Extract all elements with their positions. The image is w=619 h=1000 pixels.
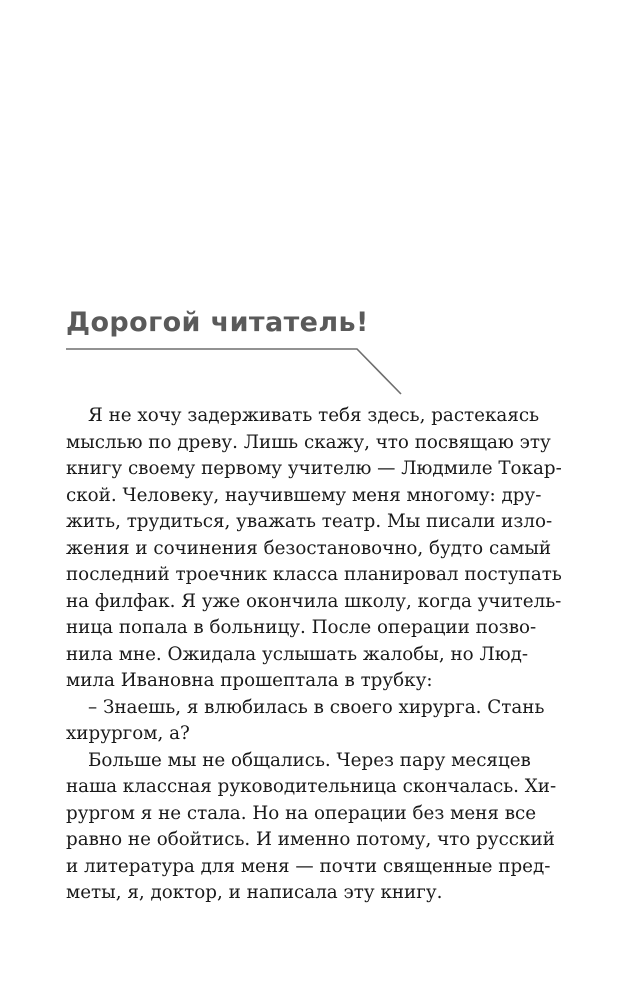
text-line: Я не хочу задерживать тебя здесь, растекаясь [88,405,540,426]
body-text [66,403,562,907]
text-line: жить, трудиться, уважать театр. Мы писали изло- [66,511,553,532]
text-line: наша классная руководительница скончалась. Хи- [66,776,557,797]
text-line: жения и сочинения безостановочно, будто самый [66,537,552,559]
text-line: ница попала в больницу. После операции позво- [66,617,537,638]
text-line: нила мне. Ожидала услышать жалобы, но Люд- [66,643,529,665]
text-line: – Знаешь, я влюбилась в своего хирурга. Стань [88,696,545,718]
text-line: ской. Человеку, научившему меня многому: дру- [66,484,542,506]
text-line: мила Ивановна прошептала в трубку: [66,670,433,691]
paragraph-1 [66,403,562,695]
text-line: Больше мы не общались. Через пару месяцев [88,749,531,771]
paragraph-3 [66,748,557,907]
text-line: и литература для меня — почти священные пред- [66,855,551,877]
text-line: книгу своему первому учителю — Людмиле Токар- [66,458,562,479]
paragraph-2 [66,695,545,748]
text-line: рургом я не стала. Но на операции без меня все [66,802,537,824]
text-line: мыслью по древу. Лишь скажу, что посвящаю эту [66,431,551,453]
text-line: хирургом, а? [66,723,190,744]
page-heading: Дорогой читатель! [66,307,369,338]
text-line: последний троечник класса планировал поступать [66,564,562,585]
text-line: равно не обойтись. И именно потому, что русский [66,829,555,850]
text-line: на филфак. Я уже окончила школу, когда учитель- [66,590,562,612]
text-line: меты, я, доктор, и написала эту книгу. [66,882,443,903]
heading-underline-line [66,349,401,394]
